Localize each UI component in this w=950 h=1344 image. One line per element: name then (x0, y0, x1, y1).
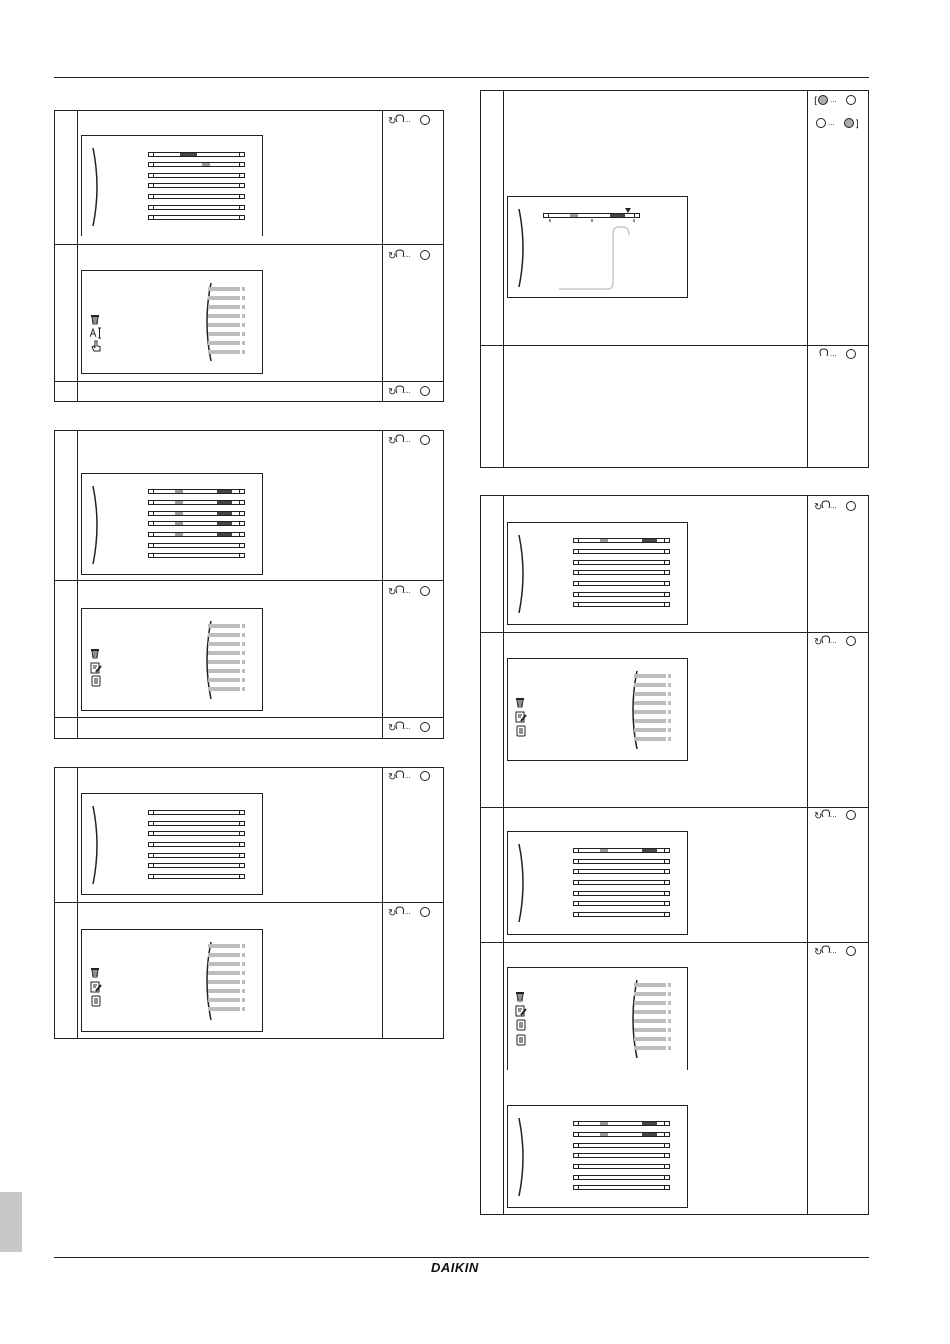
timeline-ticks (548, 205, 638, 225)
program-row[interactable] (573, 1121, 670, 1126)
svg-text:↻: ↻ (388, 772, 397, 783)
curved-scroll-indicator (517, 209, 527, 287)
svg-text:↻: ↻ (814, 502, 823, 513)
edit-document-icon[interactable] (90, 662, 102, 674)
program-row[interactable] (148, 831, 245, 836)
curved-scroll-indicator (517, 844, 527, 922)
program-row[interactable] (573, 891, 670, 896)
rotary-knob-icon (814, 944, 858, 958)
program-row[interactable] (573, 560, 670, 565)
setting-row[interactable] (148, 205, 245, 210)
program-row[interactable] (573, 869, 670, 874)
program-row[interactable] (148, 500, 245, 505)
document-icon[interactable] (515, 1034, 527, 1046)
page-side-tab (0, 1192, 22, 1252)
program-row[interactable] (148, 853, 245, 858)
program-row[interactable] (148, 521, 245, 526)
svg-text:···: ··· (404, 253, 411, 261)
setting-row[interactable] (148, 183, 245, 188)
trash-icon[interactable] (90, 648, 100, 659)
program-row[interactable] (573, 570, 670, 575)
svg-text:···: ··· (828, 121, 835, 129)
svg-text:↻: ↻ (388, 387, 397, 398)
screen-c2-context-menu (81, 929, 263, 1032)
program-row[interactable] (148, 553, 245, 558)
screen-d1-timeline (507, 196, 688, 298)
header-rule (54, 77, 869, 78)
rotary-knob-icon (388, 584, 432, 598)
setting-row[interactable] (148, 152, 245, 157)
screen-a1-settings-list (81, 135, 263, 236)
right-knob-rotate-icon (814, 116, 860, 130)
screen-a2-context-menu (81, 270, 263, 374)
program-row[interactable] (148, 511, 245, 516)
svg-text:···: ··· (830, 639, 837, 647)
screen-e4-context-menu (507, 967, 688, 1070)
program-row[interactable] (573, 549, 670, 554)
svg-text:[: [ (814, 96, 818, 107)
time-cursor-marker (625, 208, 631, 213)
program-row[interactable] (573, 1143, 670, 1148)
svg-text:↻: ↻ (814, 811, 823, 822)
setting-row[interactable] (148, 194, 245, 199)
program-row[interactable] (148, 863, 245, 868)
trash-icon[interactable] (515, 697, 525, 708)
svg-text:···: ··· (830, 949, 837, 957)
drag-arrow (553, 223, 638, 291)
svg-text:···: ··· (404, 725, 411, 733)
program-row[interactable] (148, 874, 245, 879)
program-row[interactable] (573, 1175, 670, 1180)
rotary-knob-icon (388, 433, 432, 447)
program-row[interactable] (573, 1185, 670, 1190)
svg-text:↻: ↻ (388, 587, 397, 598)
svg-text:···: ··· (404, 389, 411, 397)
rotary-knob-icon (814, 634, 858, 648)
trash-icon[interactable] (90, 967, 100, 978)
setting-row[interactable] (148, 215, 245, 220)
program-row[interactable] (148, 842, 245, 847)
screen-e2-context-menu (507, 658, 688, 761)
svg-text:···: ··· (404, 589, 411, 597)
rotary-knob-icon (388, 113, 432, 127)
edit-document-icon[interactable] (515, 711, 527, 723)
program-row[interactable] (148, 489, 245, 494)
curved-scroll-indicator (91, 806, 101, 884)
program-row[interactable] (573, 848, 670, 853)
svg-text:↻: ↻ (388, 251, 397, 262)
text-cursor-icon[interactable] (90, 327, 102, 339)
program-row[interactable] (148, 821, 245, 826)
rotary-knob-icon (388, 905, 432, 919)
screen-c1-empty-list (81, 793, 263, 895)
rotary-knob-press-icon (816, 347, 860, 361)
svg-text:↻: ↻ (388, 723, 397, 734)
trash-icon[interactable] (90, 314, 100, 325)
curved-scroll-indicator (517, 1118, 527, 1196)
program-row[interactable] (148, 810, 245, 815)
program-row[interactable] (148, 532, 245, 537)
document-icon[interactable] (90, 675, 102, 687)
program-row[interactable] (573, 581, 670, 586)
program-row[interactable] (573, 912, 670, 917)
program-row[interactable] (573, 901, 670, 906)
setting-row[interactable] (148, 162, 245, 167)
rotary-knob-icon (388, 769, 432, 783)
curved-scroll-indicator (517, 535, 527, 613)
edit-document-icon[interactable] (90, 981, 102, 993)
svg-text:···: ··· (830, 813, 837, 821)
rotary-knob-icon (814, 499, 858, 513)
rotary-knob-icon (814, 808, 858, 822)
svg-text:↻: ↻ (388, 116, 397, 127)
document-icon[interactable] (515, 1019, 527, 1031)
program-row[interactable] (573, 538, 670, 543)
program-row[interactable] (573, 1164, 670, 1169)
document-icon[interactable] (515, 725, 527, 737)
svg-text:···: ··· (404, 774, 411, 782)
svg-text:···: ··· (830, 504, 837, 512)
program-row[interactable] (573, 859, 670, 864)
screen-b2-context-menu (81, 608, 263, 711)
svg-text:···: ··· (404, 118, 411, 126)
rotary-knob-icon (388, 720, 432, 734)
document-icon[interactable] (90, 995, 102, 1007)
brand-logo: DAIKIN (431, 1260, 479, 1275)
program-row[interactable] (148, 543, 245, 548)
screen-e3-program-list (507, 831, 688, 935)
svg-text:···: ··· (830, 352, 837, 360)
edit-document-icon[interactable] (515, 1005, 527, 1017)
footer-rule (54, 1257, 869, 1258)
screen-b1-program-list (81, 473, 263, 575)
left-knob-rotate-icon (814, 93, 860, 107)
program-row[interactable] (573, 880, 670, 885)
setting-row[interactable] (148, 173, 245, 178)
curved-scroll-indicator (91, 148, 101, 226)
svg-text:↻: ↻ (388, 436, 397, 447)
svg-text:↻: ↻ (814, 947, 823, 958)
program-row[interactable] (573, 1153, 670, 1158)
hand-pointer-icon[interactable] (90, 340, 102, 352)
curved-scroll-indicator (91, 486, 101, 564)
program-row[interactable] (573, 602, 670, 607)
svg-text:···: ··· (404, 438, 411, 446)
program-row[interactable] (573, 592, 670, 597)
rotary-knob-icon (388, 384, 432, 398)
rotary-knob-icon (388, 248, 432, 262)
svg-text:↻: ↻ (388, 908, 397, 919)
screen-e5-program-list (507, 1105, 688, 1208)
svg-text:···: ··· (830, 98, 837, 106)
trash-icon[interactable] (515, 991, 525, 1002)
screen-e1-program-list (507, 522, 688, 625)
svg-text:]: ] (855, 119, 859, 130)
svg-text:↻: ↻ (814, 637, 823, 648)
program-row[interactable] (573, 1132, 670, 1137)
svg-text:···: ··· (404, 910, 411, 918)
